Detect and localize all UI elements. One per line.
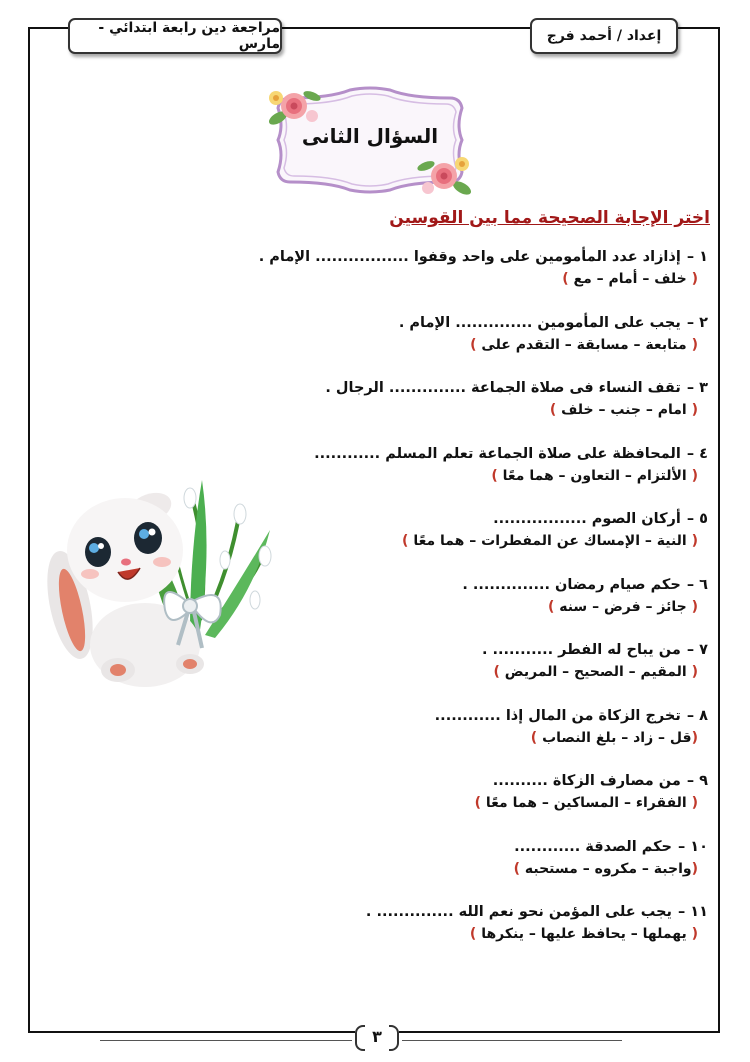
question-number: ١١ –	[677, 904, 708, 920]
question-number: ٢ –	[686, 314, 708, 331]
answer-options: متابعة – مسابقة – التقدم على	[481, 336, 687, 353]
page-number	[355, 1023, 399, 1051]
answer-options: يهملها – يحافظ عليها – ينكرها	[481, 926, 687, 942]
section-title: السؤال الثانى	[301, 124, 439, 148]
question-item: ٩ –من مصارف الزكاة .......... ( الفقراء – المساكين – هما معًا )	[228, 770, 708, 836]
question-text: يجب على المؤمن نحو نعم الله .............. .	[365, 904, 672, 920]
question-text: حكم صيام رمضان .............. .	[462, 576, 681, 593]
subject-header	[68, 18, 282, 54]
question-text: تقف النساء فى صلاة الجماعة .............. الرجال .	[325, 380, 681, 396]
question-text: يجب على المأمومين .............. الإمام .	[398, 314, 681, 331]
question-number: ٤ –	[686, 445, 708, 462]
author-label: إعداد / أحمد فرج	[546, 28, 662, 44]
question-item: ٢ –يجب على المأمومين .............. الإمام . ( متابعة – مسابقة – التقدم على )	[228, 312, 708, 378]
answer-options: النية – الإمساك عن المفطرات – هما معًا	[413, 533, 687, 549]
question-item: ١ –إذازاد عدد المأمومين على واحد وقفوا ................. الإمام . ( خلف – أمام – مع )	[228, 246, 708, 312]
question-text: إذازاد عدد المأمومين على واحد وقفوا ................. الإمام .	[258, 249, 681, 265]
question-item: ١٠ –حكم الصدقة ............ (واجبة – مكروه – مستحبه )	[228, 836, 708, 902]
rose-decoration-icon	[416, 150, 472, 198]
footer-rule-right	[402, 1040, 622, 1041]
subject-label: مراجعة دين رابعة ابتدائي - مارس	[98, 20, 280, 52]
answer-options: جائز – فرض – سنه	[559, 598, 687, 615]
question-text: حكم الصدقة ............	[514, 838, 672, 855]
bunny-with-flowers-illustration	[40, 470, 280, 700]
answer-options: امام – جنب – خلف	[561, 402, 687, 418]
question-item: ٥ –أركان الصوم ................. ( النية – الإمساك عن المفطرات – هما معًا )	[228, 508, 708, 574]
question-number: ٣ –	[686, 380, 708, 396]
question-text: أركان الصوم .................	[493, 511, 681, 527]
page-number-value: ٣	[372, 1027, 382, 1046]
question-text: من مصارف الزكاة ..........	[492, 773, 681, 789]
question-item: ٧ –من يباح له الفطر ........... . ( المقيم – الصحيح – المريض )	[228, 639, 708, 705]
question-item: ٣ –تقف النساء فى صلاة الجماعة .............. الرجال . ( امام – جنب – خلف )	[228, 377, 708, 443]
answer-options: واجبة – مكروه – مستحبه	[524, 860, 692, 877]
answer-options: الفقراء – المساكين – هما معًا	[485, 795, 687, 811]
question-text: المحافظة على صلاة الجماعة تعلم المسلم ............	[314, 445, 681, 462]
question-number: ٩ –	[686, 773, 708, 789]
question-number: ٦ –	[686, 576, 708, 593]
question-text: من يباح له الفطر ........... .	[481, 642, 681, 658]
question-number: ٧ –	[686, 642, 708, 658]
answer-options: المقيم – الصحيح – المريض	[504, 664, 687, 680]
rose-decoration-icon	[266, 84, 322, 132]
answer-options: قل – زاد – بلغ النصاب	[542, 729, 692, 746]
answer-options: الألتزام – التعاون – هما معًا	[502, 467, 687, 484]
question-item: ٦ –حكم صيام رمضان .............. . ( جائز – فرض – سنه )	[228, 574, 708, 640]
question-item: ١١ –يجب على المؤمن نحو نعم الله .............. . ( يهملها – يحافظ عليها – ينكرها )	[228, 901, 708, 967]
question-item: ٤ –المحافظة على صلاة الجماعة تعلم المسلم ............ ( الألتزام – التعاون – هما معًا )	[228, 443, 708, 509]
answer-options: خلف – أمام – مع	[573, 271, 687, 287]
author-header	[530, 18, 678, 54]
question-list	[228, 246, 708, 967]
question-text: تخرج الزكاة من المال إذا ............	[434, 707, 681, 724]
question-item: ٨ –تخرج الزكاة من المال إذا ............ (قل – زاد – بلغ النصاب )	[228, 705, 708, 771]
footer-rule-left	[100, 1040, 352, 1041]
instruction-heading: اختر الإجابة الصحيحة مما بين القوسين	[389, 208, 710, 228]
question-number: ٥ –	[686, 511, 708, 527]
question-number: ١٠ –	[677, 838, 708, 855]
section-title-frame	[270, 86, 470, 194]
question-number: ١ –	[686, 249, 708, 265]
question-number: ٨ –	[686, 707, 708, 724]
